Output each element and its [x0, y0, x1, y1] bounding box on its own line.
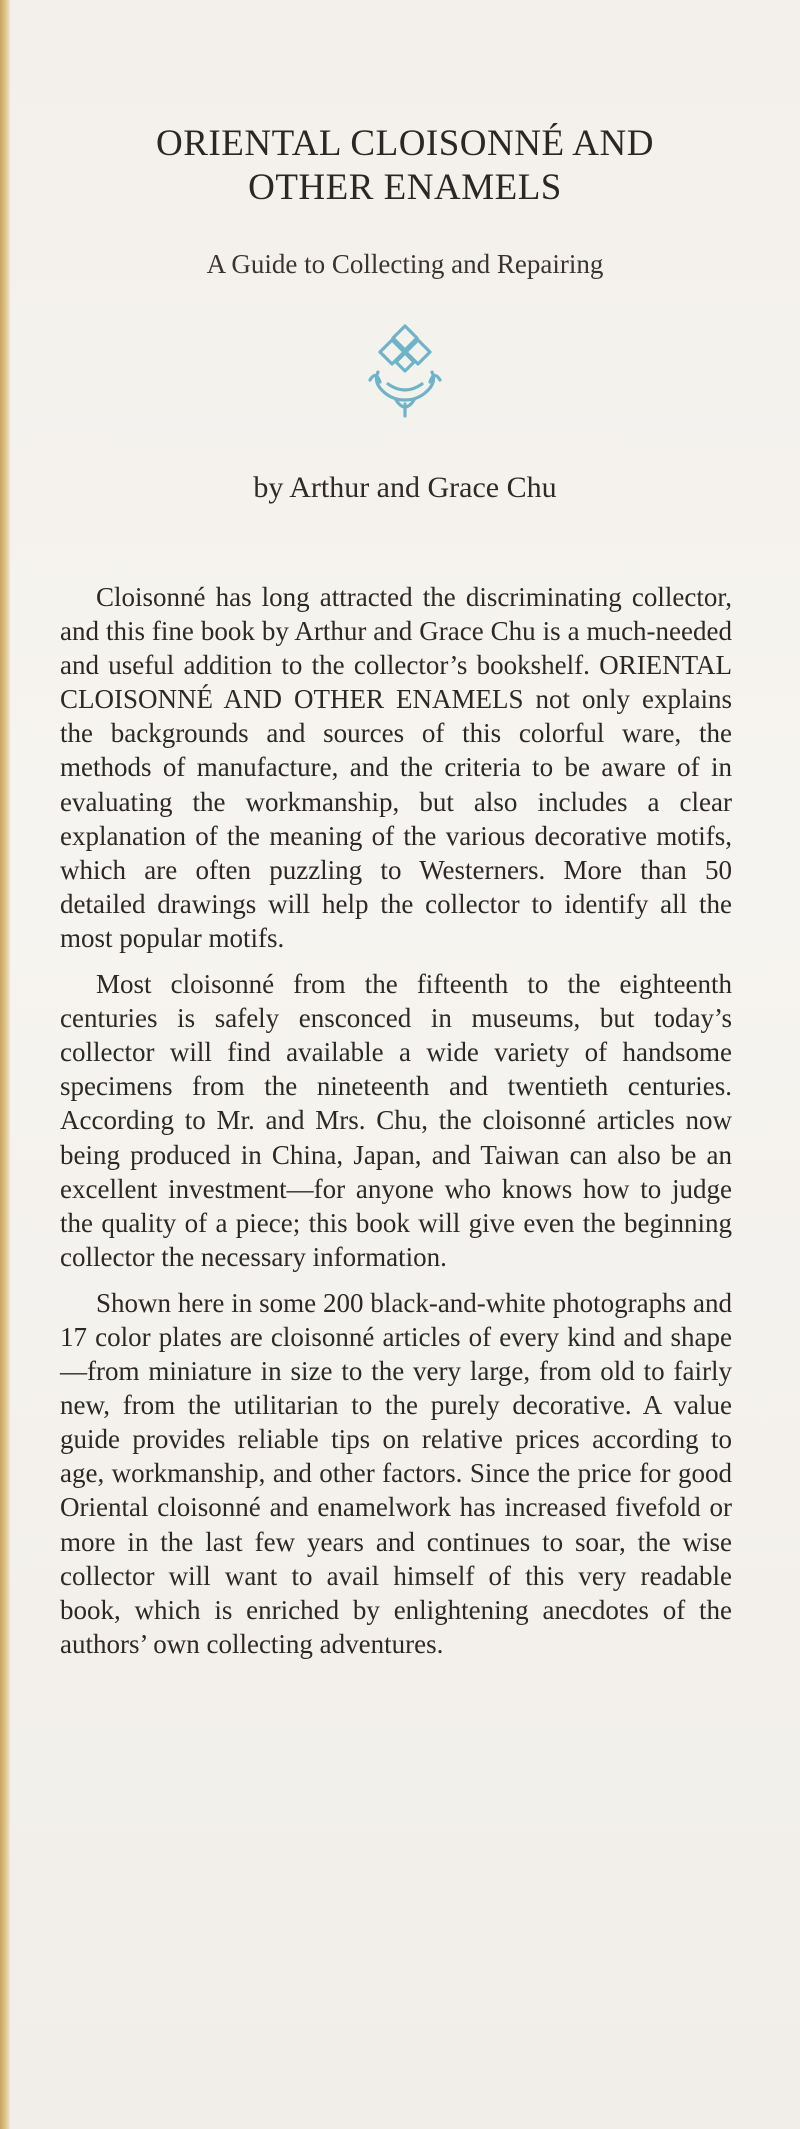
blurb-paragraph-1: Cloisonné has long attracted the discriminating collector, and this fine book by Arthur and Grace Chu is a much-needed and useful addition to the collector’s bookshelf. ORIENTAL CLOISONNÉ AND OTHER ENAMELS not only explains the backgrounds and sources of this colorful ware, the methods of manufacture, and the criteria to be aware of in evaluating the workmanship, but also includes a clear explanation of the meaning of the various decorative motifs, which are often puzzling to Westerners. More than 50 detailed drawings will help the collector to identify all the most popular motifs.	[60, 582, 732, 953]
author-byline: by Arthur and Grace Chu	[253, 471, 557, 504]
book-subtitle: A Guide to Collecting and Repairing	[206, 249, 604, 279]
blurb-paragraph-2: Most cloisonné from the fifteenth to the eighteenth centuries is safely ensconced in museums, but today’s collector will find available a wide variety of handsome specimens from the nineteenth and twentieth centuries. According to Mr. and Mrs. Chu, the cloisonné articles now being produced in China, Japan, and Taiwan can also be an excellent investment—for anyone who knows how to judge the quality of a piece; this book will give even the beginning collector the necessary information.	[60, 969, 732, 1272]
book-spine-edge	[0, 0, 10, 2129]
book-title	[10, 122, 800, 210]
lotus-ornament-icon	[366, 322, 444, 422]
title-line-2: OTHER ENAMELS	[248, 167, 562, 208]
book-title-emphasis: ORIENTAL CLOISONNÉ AND OTHER ENAMELS	[60, 650, 732, 715]
blurb-body	[60, 580, 732, 1673]
blurb-paragraph-3: Shown here in some 200 black-and-white photographs and 17 color plates are cloisonné articles of every kind and shape—from miniature in size to the very large, from old to fairly new, from the utilitarian to the purely decorative. A value guide provides reliable tips on relative prices according to age, workmanship, and other factors. Since the price for good Oriental cloisonné and enamelwork has increased fivefold or more in the last few years and continues to soar, the wise collector will want to avail himself of this very readable book, which is enriched by enlightening anecdotes of the authors’ own collecting adventures.	[60, 1287, 732, 1659]
dust-jacket-flap	[10, 0, 800, 2129]
title-line-1: ORIENTAL CLOISONNÉ AND	[156, 123, 654, 164]
